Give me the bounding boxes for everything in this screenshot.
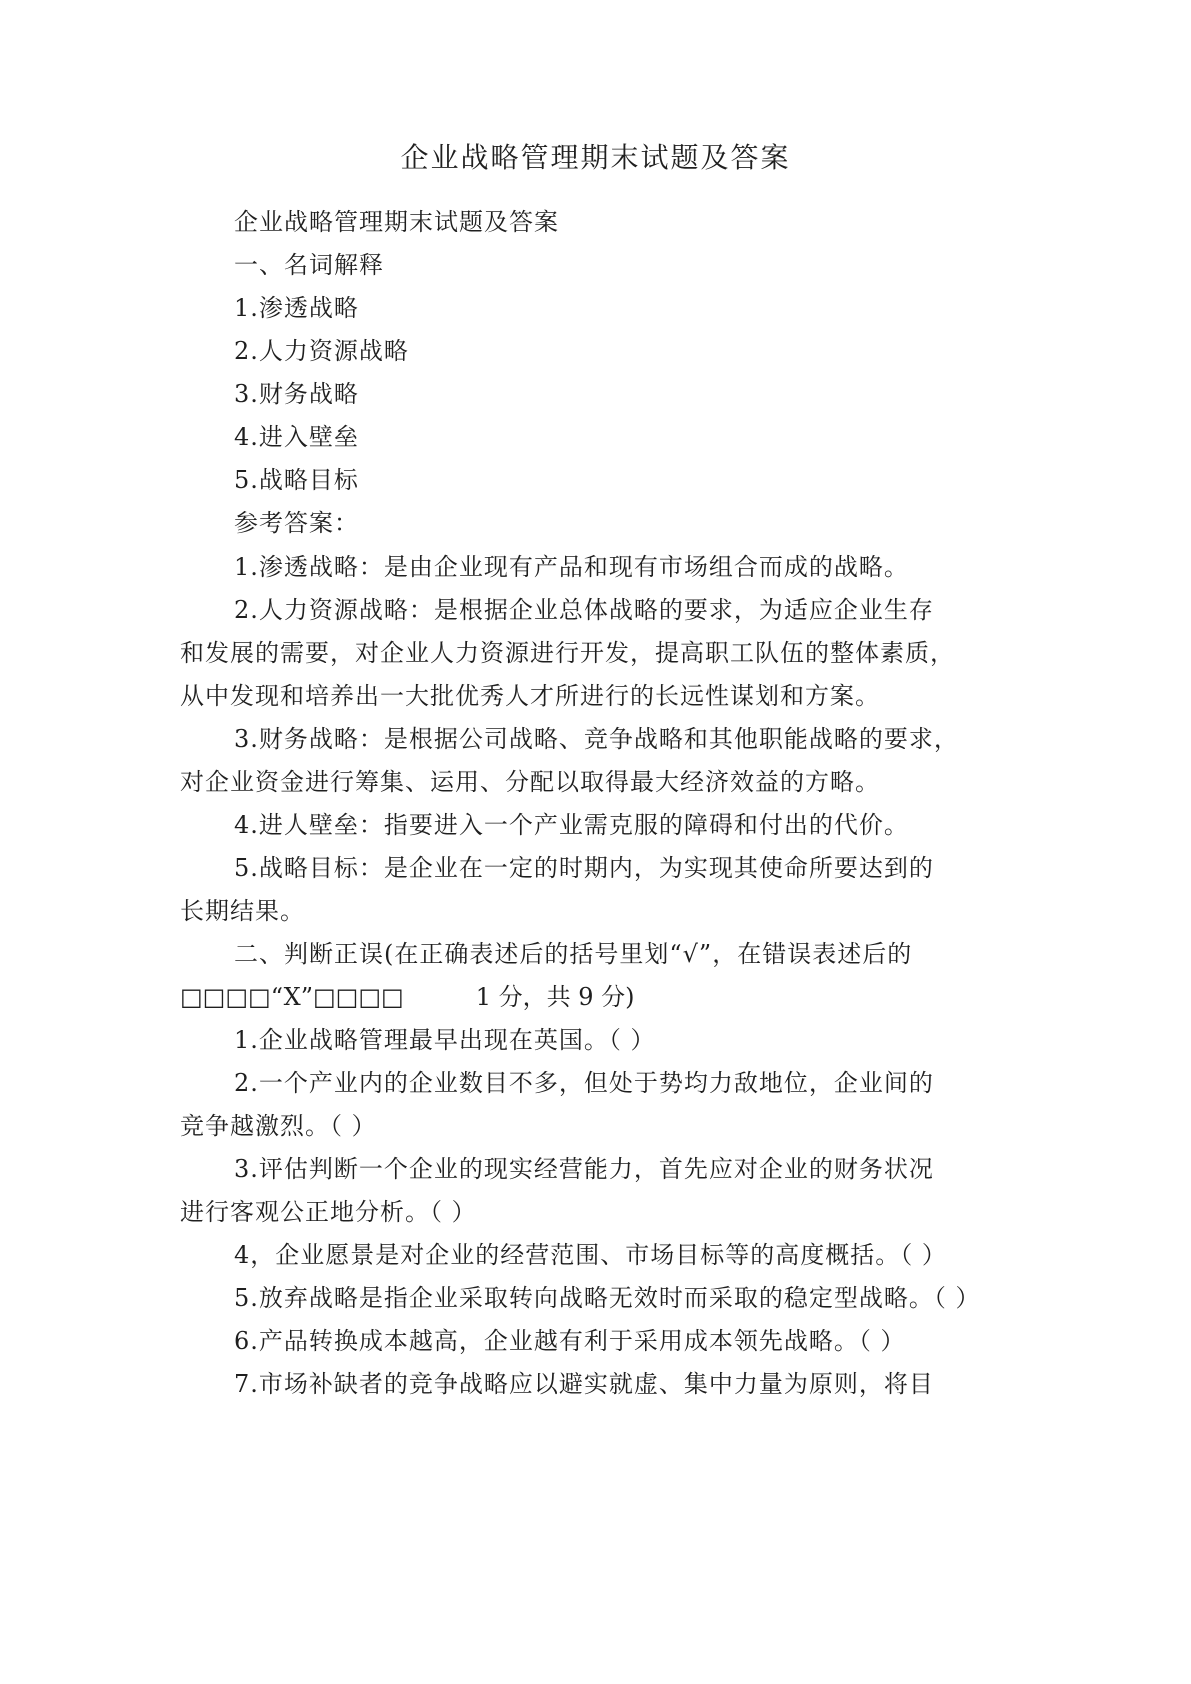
text-line: 和发展的需要，对企业人力资源进行开发，提高职工队伍的整体素质， (180, 639, 955, 667)
text-line: 7.市场补缺者的竞争战略应以避实就虚、集中力量为原则，将目 (234, 1370, 934, 1398)
text-line: 6.产品转换成本越高，企业越有利于采用成本领先战略。（ ） (234, 1327, 906, 1355)
text-line: 2.人力资源战略：是根据企业总体战略的要求，为适应企业生存 (234, 596, 934, 624)
text-line: 1.渗透战略：是由企业现有产品和现有市场组合而成的战略。 (234, 553, 909, 581)
text-line: 4.进人壁垒：指要进入一个产业需克服的障碍和付出的代价。 (234, 811, 909, 839)
text-line: □□□□“X”□□□□ 1 分，共 9 分) (180, 983, 635, 1011)
document-title: 企业战略管理期末试题及答案 (400, 141, 791, 174)
text-line: 进行客观公正地分析。（ ） (180, 1198, 477, 1226)
text-line: 竞争越激烈。（ ） (180, 1112, 377, 1140)
text-line: 5.战略目标 (234, 466, 359, 494)
text-line: 3.财务战略 (234, 380, 359, 408)
section-heading: 二、判断正误(在正确表述后的括号里划“√”，在错误表述后的 (234, 940, 913, 968)
text-line: 从中发现和培养出一大批优秀人才所进行的长远性谋划和方案。 (180, 682, 880, 710)
text-line: 5.战略目标：是企业在一定的时期内，为实现其使命所要达到的 (234, 854, 934, 882)
section-heading: 一、名词解释 (234, 251, 384, 279)
text-line: 企业战略管理期末试题及答案 (234, 208, 559, 236)
text-line: 2.一个产业内的企业数目不多，但处于势均力敌地位，企业间的 (234, 1069, 934, 1097)
text-line: 5.放弃战略是指企业采取转向战略无效时而采取的稳定型战略。（ ） (234, 1284, 981, 1312)
text-line: 1.渗透战略 (234, 294, 359, 322)
text-line: 3.财务战略：是根据公司战略、竞争战略和其他职能战略的要求， (234, 725, 959, 753)
text-line: 3.评估判断一个企业的现实经营能力，首先应对企业的财务状况 (234, 1155, 934, 1183)
text-line: 对企业资金进行筹集、运用、分配以取得最大经济效益的方略。 (180, 768, 880, 796)
text-line: 4，企业愿景是对企业的经营范围、市场目标等的高度概括。（ ） (234, 1241, 947, 1269)
answers-heading: 参考答案： (234, 509, 359, 537)
text-line: 1.企业战略管理最早出现在英国。（ ） (234, 1026, 656, 1054)
text-line: 2.人力资源战略 (234, 337, 409, 365)
text-line: 长期结果。 (180, 897, 305, 925)
text-line: 4.进入壁垒 (234, 423, 359, 451)
